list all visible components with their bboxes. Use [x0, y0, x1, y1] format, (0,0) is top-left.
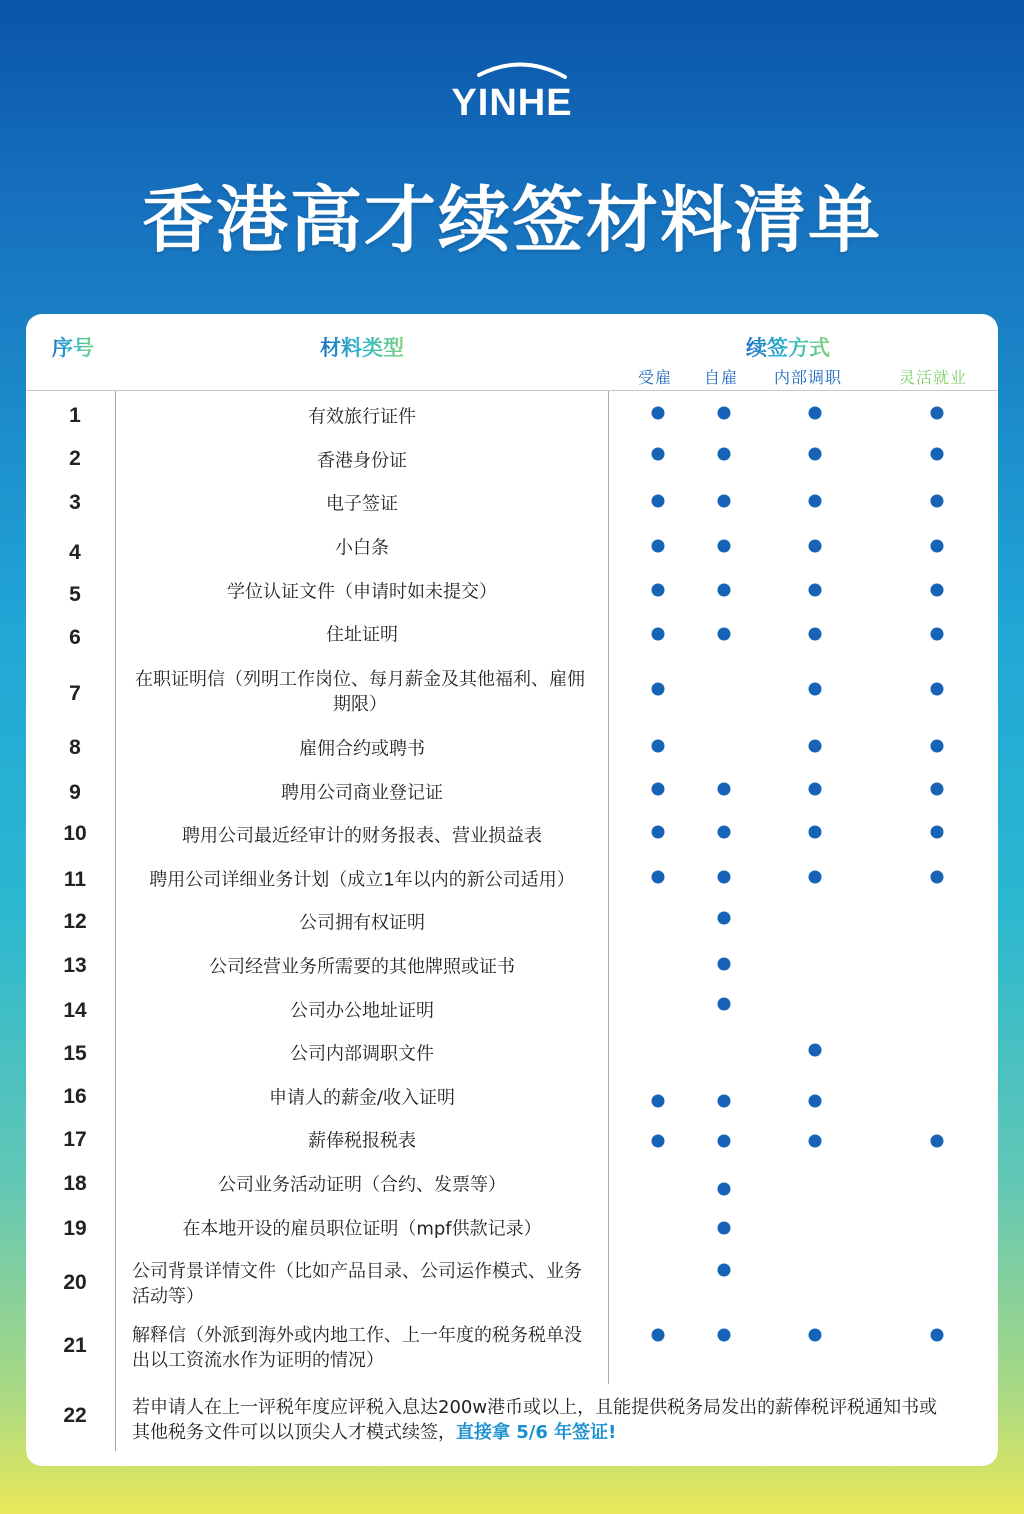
material-text: 在职证明信（列明工作岗位、每月薪金及其他福利、雇佣期限） — [135, 669, 585, 715]
material-text: 公司内部调职文件 — [290, 1043, 434, 1065]
material-text: 聘用公司商业登记证 — [281, 782, 443, 804]
applicable-dot-icon — [652, 584, 665, 597]
applicable-dot-icon — [652, 871, 665, 884]
applicable-dot-icon — [931, 740, 944, 753]
applicable-dot-icon — [809, 584, 822, 597]
applicable-dot-icon — [931, 448, 944, 461]
material-text: 香港身份证 — [317, 450, 407, 472]
applicable-dot-icon — [652, 826, 665, 839]
header-self-employed: 自雇 — [704, 368, 739, 387]
applicable-dot-icon — [652, 740, 665, 753]
header-flexible: 灵活就业 — [899, 368, 968, 387]
applicable-dot-icon — [718, 1264, 731, 1277]
material-text: 电子签证 — [326, 493, 398, 515]
row-number: 16 — [63, 1085, 87, 1108]
applicable-dot-icon — [718, 1183, 731, 1196]
material-text: 公司拥有权证明 — [299, 912, 425, 934]
applicable-dot-icon — [718, 871, 731, 884]
material-text: 公司办公地址证明 — [290, 1000, 434, 1022]
applicable-dot-icon — [652, 1329, 665, 1342]
row-number: 15 — [63, 1042, 87, 1065]
row-number: 13 — [63, 954, 87, 977]
applicable-dot-icon — [931, 1135, 944, 1148]
material-text: 在本地开设的雇员职位证明（mpf供款记录） — [182, 1218, 542, 1240]
header-internal-transfer: 内部调职 — [774, 368, 843, 387]
logo-text: YINHE — [451, 82, 573, 124]
material-text: 有效旅行证件 — [308, 406, 416, 428]
material-text: 雇佣合约或聘书 — [299, 738, 425, 760]
material-text: 公司经营业务所需要的其他牌照或证书 — [209, 956, 515, 978]
applicable-dot-icon — [718, 584, 731, 597]
material-text — [116, 1395, 946, 1445]
row-number: 17 — [63, 1128, 87, 1151]
applicable-dot-icon — [652, 407, 665, 420]
applicable-dot-icon — [718, 407, 731, 420]
note-text: 若申请人在上一评税年度应评税入息达200w港币或以上，且能提供税务局发出的薪俸税评税通知书或其他税务文件可以以顶尖人才模式续签， — [132, 1397, 938, 1443]
page-title: 香港高才续签材料清单 — [141, 178, 882, 262]
applicable-dot-icon — [931, 1329, 944, 1342]
row-number: 22 — [63, 1404, 87, 1427]
applicable-dot-icon — [718, 958, 731, 971]
material-text: 住址证明 — [326, 624, 398, 646]
header-employed: 受雇 — [638, 368, 673, 387]
applicable-dot-icon — [809, 826, 822, 839]
applicable-dot-icon — [809, 495, 822, 508]
applicable-dot-icon — [931, 783, 944, 796]
header-divider — [26, 390, 998, 391]
applicable-dot-icon — [809, 1135, 822, 1148]
row-number: 5 — [69, 583, 81, 606]
row-number: 6 — [69, 626, 81, 649]
applicable-dot-icon — [931, 628, 944, 641]
applicable-dot-icon — [931, 683, 944, 696]
row-number: 1 — [69, 404, 81, 427]
header-no: 序号 — [52, 332, 94, 362]
highlight-text: 直接拿 5/6 年签证! — [456, 1422, 617, 1443]
applicable-dot-icon — [809, 407, 822, 420]
applicable-dot-icon — [718, 998, 731, 1011]
applicable-dot-icon — [718, 448, 731, 461]
yinhe-logo-icon — [427, 55, 597, 125]
row-number: 4 — [69, 541, 81, 564]
material-text: 解释信（外派到海外或内地工作、上一年度的税务税单没出以工资流水作为证明的情况） — [132, 1325, 582, 1371]
material-text: 薪俸税报税表 — [308, 1130, 416, 1152]
applicable-dot-icon — [652, 628, 665, 641]
applicable-dot-icon — [809, 740, 822, 753]
material-text: 申请人的薪金/收入证明 — [268, 1087, 456, 1109]
applicable-dot-icon — [652, 1095, 665, 1108]
applicable-dot-icon — [931, 495, 944, 508]
applicable-dot-icon — [718, 540, 731, 553]
row-number: 9 — [69, 781, 81, 804]
applicable-dot-icon — [809, 683, 822, 696]
brand-logo — [0, 55, 1024, 125]
applicable-dot-icon — [652, 495, 665, 508]
row-number: 3 — [69, 491, 81, 514]
applicable-dot-icon — [809, 628, 822, 641]
material-text: 小白条 — [335, 537, 389, 559]
applicable-dot-icon — [931, 584, 944, 597]
applicable-dot-icon — [652, 540, 665, 553]
applicable-dot-icon — [718, 783, 731, 796]
applicable-dot-icon — [931, 540, 944, 553]
row-number: 10 — [63, 822, 87, 845]
applicable-dot-icon — [718, 1095, 731, 1108]
applicable-dot-icon — [931, 407, 944, 420]
row-number: 2 — [69, 447, 81, 470]
materials-table — [26, 314, 998, 1466]
applicable-dot-icon — [809, 448, 822, 461]
row-number: 21 — [63, 1334, 87, 1357]
applicable-dot-icon — [718, 628, 731, 641]
row-number: 19 — [63, 1217, 87, 1240]
row-number: 8 — [69, 736, 81, 759]
applicable-dot-icon — [809, 783, 822, 796]
applicable-dot-icon — [652, 1135, 665, 1148]
applicable-dot-icon — [809, 871, 822, 884]
row-number: 12 — [63, 910, 87, 933]
applicable-dot-icon — [718, 495, 731, 508]
applicable-dot-icon — [931, 826, 944, 839]
column-divider-type — [608, 391, 609, 1384]
material-text: 聘用公司最近经审计的财务报表、营业损益表 — [182, 825, 542, 847]
applicable-dot-icon — [718, 826, 731, 839]
applicable-dot-icon — [652, 448, 665, 461]
material-text: 聘用公司详细业务计划（成立1年以内的新公司适用） — [149, 869, 575, 891]
header-type: 材料类型 — [320, 332, 404, 362]
applicable-dot-icon — [718, 912, 731, 925]
row-number: 18 — [63, 1172, 87, 1195]
applicable-dot-icon — [718, 1329, 731, 1342]
material-text: 公司背景详情文件（比如产品目录、公司运作模式、业务活动等） — [132, 1261, 582, 1307]
material-text: 学位认证文件（申请时如未提交） — [227, 581, 497, 603]
header-method: 续签方式 — [746, 332, 830, 362]
row-number: 20 — [63, 1271, 87, 1294]
applicable-dot-icon — [718, 1222, 731, 1235]
applicable-dot-icon — [809, 540, 822, 553]
row-number: 14 — [63, 999, 87, 1022]
applicable-dot-icon — [718, 1135, 731, 1148]
applicable-dot-icon — [652, 683, 665, 696]
row-number: 11 — [63, 868, 87, 891]
material-text: 公司业务活动证明（合约、发票等） — [218, 1174, 506, 1196]
applicable-dot-icon — [931, 871, 944, 884]
row-number: 7 — [69, 682, 81, 705]
applicable-dot-icon — [809, 1095, 822, 1108]
applicable-dot-icon — [809, 1044, 822, 1057]
applicable-dot-icon — [652, 783, 665, 796]
applicable-dot-icon — [809, 1329, 822, 1342]
